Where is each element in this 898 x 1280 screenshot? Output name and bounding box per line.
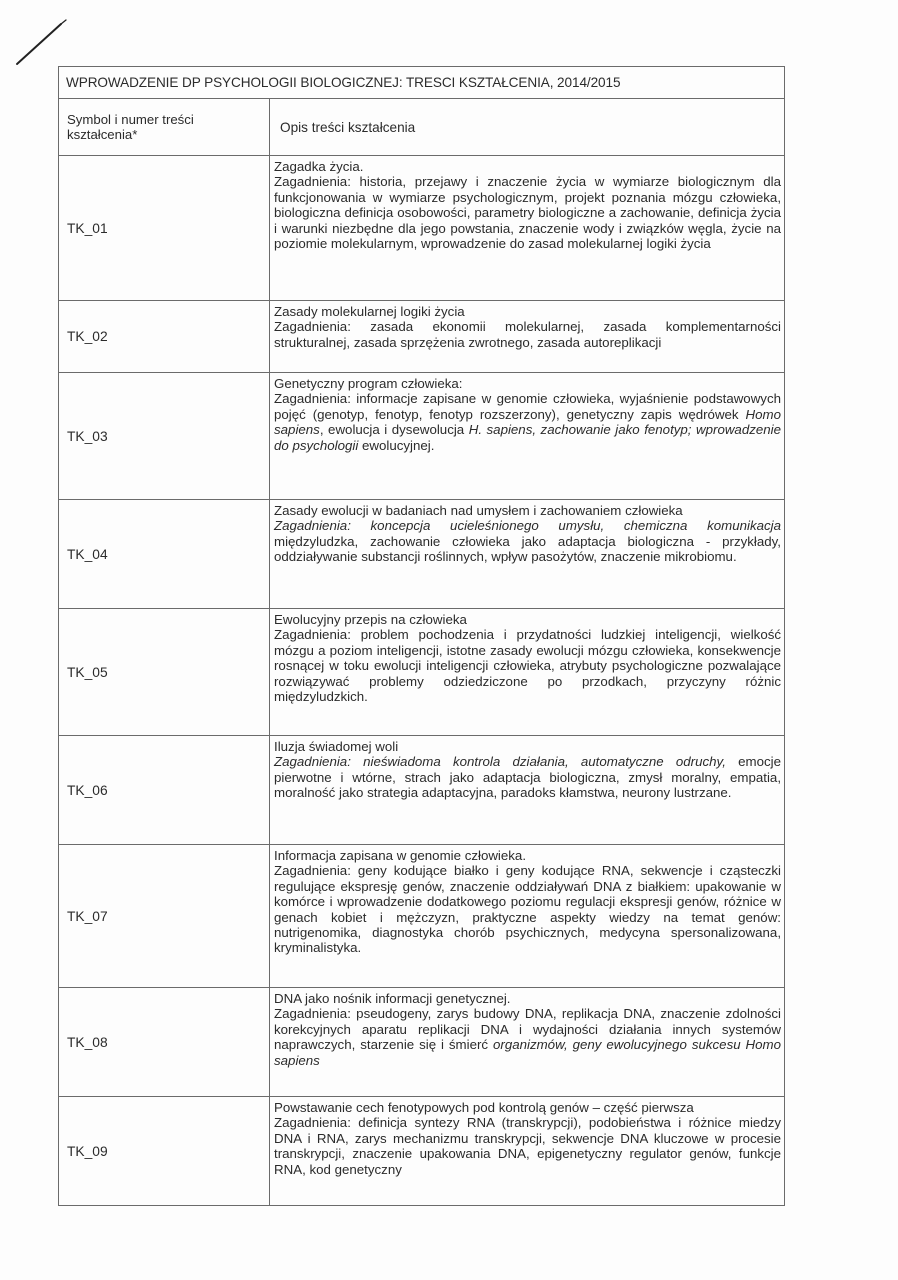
row-description bbox=[270, 156, 785, 301]
row-topic: Informacja zapisana w genomie człowieka. bbox=[274, 848, 527, 863]
row-topic: Genetyczny program człowieka: bbox=[274, 376, 463, 391]
table-row bbox=[59, 500, 785, 609]
table-title-row bbox=[59, 67, 785, 99]
issues-text: emocje pierwotne i wtórne, strach jako adaptacja biologiczna, zmysł moralny, empatia, moralność jako strategia adaptacyjna, paradoks kłamstwa, neurony lustrzane. bbox=[274, 754, 782, 801]
issues-text: Zagadnienia: pseudogeny, zarys budowy DNA, replikacja DNA, znaczenie zdolności korekcyjnych aparatu replikacji DNA i wydajności działania innych systemów naprawczych, starzenie się i śmierć bbox=[274, 1006, 782, 1053]
row-description bbox=[270, 988, 785, 1097]
table-row bbox=[59, 988, 785, 1097]
row-description bbox=[270, 736, 785, 845]
row-description bbox=[270, 845, 785, 988]
row-issues: Zagadnienia: geny kodujące białko i geny kodujące RNA, sekwencje i cząsteczki regulujące ekspresję genów, znaczenie oddziaływań DNA z białkiem: upakowanie w komórce i wprowadzenie dodatkowego poziomu regulacji ekspresji genów, różnice w genach kobiet i mężczyzn, praktyczne aspekty wiedzy na temat genów: nutrigenomika, diagnostyka chorób psychicznych, medycyna spersonalizowana, kryminalistyka. bbox=[274, 863, 782, 956]
description-column-header: Opis treści kształcenia bbox=[270, 99, 785, 156]
issues-italic-text: organizmów, geny ewolucyjnego sukcesu Homo sapiens bbox=[274, 1037, 782, 1068]
row-topic: Zasady ewolucji w badaniach nad umysłem i zachowaniem człowieka bbox=[274, 503, 683, 518]
table-row bbox=[59, 301, 785, 373]
table-row bbox=[59, 1097, 785, 1206]
row-issues bbox=[274, 391, 781, 453]
row-symbol: TK_09 bbox=[59, 1097, 270, 1206]
table-row bbox=[59, 609, 785, 736]
issues-italic-text: Homo sapiens bbox=[274, 406, 782, 438]
row-description bbox=[270, 1097, 785, 1206]
table-row bbox=[59, 156, 785, 301]
issues-text: ewolucyjnej. bbox=[361, 437, 435, 453]
row-symbol: TK_04 bbox=[59, 500, 270, 609]
row-topic: Ewolucyjny przepis na człowieka bbox=[274, 612, 467, 627]
pen-stroke-mark bbox=[14, 18, 74, 68]
row-issues bbox=[274, 1006, 781, 1068]
row-issues: Zagadnienia: historia, przejawy i znaczenie życia w wymiarze biologicznym dla funkcjonowania w wymiarze psychologicznym, projekt poznania mózgu człowieka, biologiczna definicja osobowości, parametry biologiczne a zachowanie, definicja życia i warunki niezbędne dla jego powstania, znaczenie wody i związków węgla, życie na poziomie molekularnym, wprowadzenie do zasad molekularnej logiki życia bbox=[274, 174, 782, 252]
issues-text: Zagadnienia: informacje zapisane w genomie człowieka, wyjaśnienie podstawowych pojęć (genotyp, fenotyp, fenotyp rozszerzony), genetyczny zapis wędrówek bbox=[274, 391, 782, 422]
table-header-row bbox=[59, 99, 785, 156]
table-row bbox=[59, 736, 785, 845]
row-symbol: TK_05 bbox=[59, 609, 270, 736]
symbol-column-header: Symbol i numer treści kształcenia* bbox=[59, 99, 270, 156]
row-issues: Zagadnienia: problem pochodzenia i przydatności ludzkiej inteligencji, wielkość mózgu a poziom inteligencji, istotne zasady ewolucji mózgu człowieka, konsekwencje rosnącej w toku ewolucji inteligencji człowieka, atrybuty psychologiczne pozwalające rozwiązywać problemy odziedziczone po przodkach, przyczyny różnic międzyludzkich. bbox=[274, 627, 782, 705]
row-topic: Powstawanie cech fenotypowych pod kontrolą genów – część pierwsza bbox=[274, 1100, 694, 1115]
row-symbol: TK_06 bbox=[59, 736, 270, 845]
row-topic: Zagadka życia. bbox=[274, 159, 364, 174]
table-row bbox=[59, 373, 785, 500]
issues-text: , ewolucja i dysewolucja bbox=[319, 422, 465, 438]
row-symbol: TK_08 bbox=[59, 988, 270, 1097]
document-title: WPROWADZENIE DP PSYCHOLOGII BIOLOGICZNEJ: TRESCI KSZTAŁCENIA, 2014/2015 bbox=[59, 67, 785, 99]
row-symbol: TK_03 bbox=[59, 373, 270, 500]
row-topic: Iluzja świadomej woli bbox=[274, 739, 399, 754]
issues-italic-text: Zagadnienia: nieświadoma kontrola działania, automatyczne odruchy, bbox=[274, 754, 726, 770]
table-row bbox=[59, 845, 785, 988]
row-description bbox=[270, 500, 785, 609]
row-symbol: TK_02 bbox=[59, 301, 270, 373]
issues-italic-text: Zagadnienia: koncepcja ucieleśnionego umysłu, chemiczna komunikacja bbox=[274, 518, 782, 534]
row-issues bbox=[274, 518, 781, 564]
row-symbol: TK_07 bbox=[59, 845, 270, 988]
row-issues: Zagadnienia: zasada ekonomii molekularnej, zasada komplementarności strukturalnej, zasada sprzężenia zwrotnego, zasada autoreplikacji bbox=[274, 319, 782, 350]
row-topic: Zasady molekularnej logiki życia bbox=[274, 304, 465, 319]
row-symbol: TK_01 bbox=[59, 156, 270, 301]
issues-text: międzyludzka, zachowanie człowieka jako adaptacja biologiczna - przykłady, oddziaływanie substancji roślinnych, wpływ pasożytów, znaczenie mikrobiomu. bbox=[274, 533, 782, 565]
issues-italic-text: H. sapiens, zachowanie jako fenotyp; wprowadzenie do psychologii bbox=[274, 422, 782, 453]
row-description bbox=[270, 301, 785, 373]
row-issues: Zagadnienia: definicja syntezy RNA (transkrypcji), podobieństwa i różnice miedzy DNA i RNA, zarys mechanizmu transkrypcji, sekwencje DNA kluczowe w procesie transkrypcji, znaczenie upakowania DNA, epigenetyczny regulator genów, funkcje RNA, kod genetyczny bbox=[274, 1115, 782, 1177]
row-description bbox=[270, 609, 785, 736]
row-description bbox=[270, 373, 785, 500]
row-topic: DNA jako nośnik informacji genetycznej. bbox=[274, 991, 511, 1006]
curriculum-table bbox=[58, 66, 785, 1206]
row-issues bbox=[274, 754, 781, 800]
